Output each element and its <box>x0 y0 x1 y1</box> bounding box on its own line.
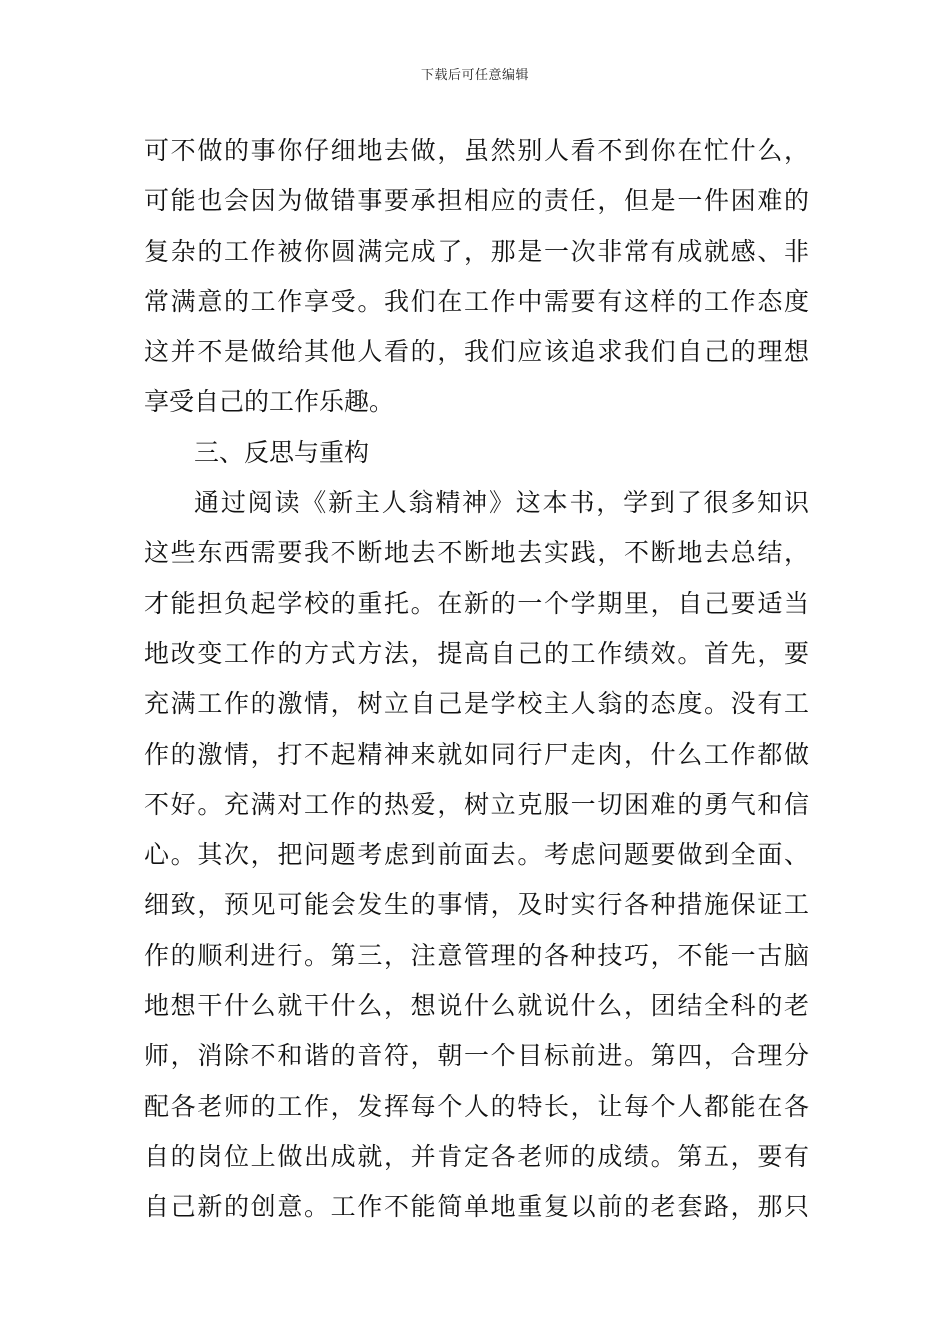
text-line: 师，消除不和谐的音符，朝一个目标前进。第四，合理分 <box>144 1041 809 1071</box>
text-line: 地改变工作的方式方法，提高自己的工作绩效。首先，要 <box>144 638 809 668</box>
text-line: 作的激情，打不起精神来就如同行尸走肉，什么工作都做 <box>144 739 809 769</box>
text-line: 复杂的工作被你圆满完成了，那是一次非常有成就感、非 <box>144 236 809 266</box>
text-line: 自己新的创意。工作不能简单地重复以前的老套路，那只 <box>144 1192 809 1222</box>
text-line: 这些东西需要我不断地去不断地去实践，不断地去总结， <box>144 538 809 568</box>
text-line: 可不做的事你仔细地去做，虽然别人看不到你在忙什么， <box>144 136 809 165</box>
text-line: 心。其次，把问题考虑到前面去。考虑问题要做到全面、 <box>144 840 809 870</box>
text-line: 不好。充满对工作的热爱，树立克服一切困难的勇气和信 <box>144 789 809 819</box>
page-header: 下载后可任意编辑 <box>420 68 529 83</box>
text-line: 通过阅读《新主人翁精神》这本书，学到了很多知识 <box>194 488 809 518</box>
text-line: 常满意的工作享受。我们在工作中需要有这样的工作态度 <box>144 286 809 316</box>
text-line: 可能也会因为做错事要承担相应的责任，但是一件困难的 <box>144 186 809 216</box>
text-line: 才能担负起学校的重托。在新的一个学期里，自己要适当 <box>144 588 809 618</box>
text-line: 享受自己的工作乐趣。 <box>144 387 395 417</box>
text-line: 作的顺利进行。第三，注意管理的各种技巧，不能一古脑 <box>144 940 809 970</box>
section-heading: 三、反思与重构 <box>194 437 370 467</box>
document-body <box>144 126 809 1233</box>
text-line: 细致，预见可能会发生的事情，及时实行各种措施保证工 <box>144 890 809 920</box>
text-line: 地想干什么就干什么，想说什么就说什么，团结全科的老 <box>144 991 809 1021</box>
text-line: 自的岗位上做出成就，并肯定各老师的成绩。第五，要有 <box>144 1141 809 1171</box>
text-line: 这并不是做给其他人看的，我们应该追求我们自己的理想 <box>144 337 809 367</box>
text-line: 配各老师的工作，发挥每个人的特长，让每个人都能在各 <box>144 1091 809 1121</box>
text-line: 充满工作的激情，树立自己是学校主人翁的态度。没有工 <box>144 689 809 719</box>
